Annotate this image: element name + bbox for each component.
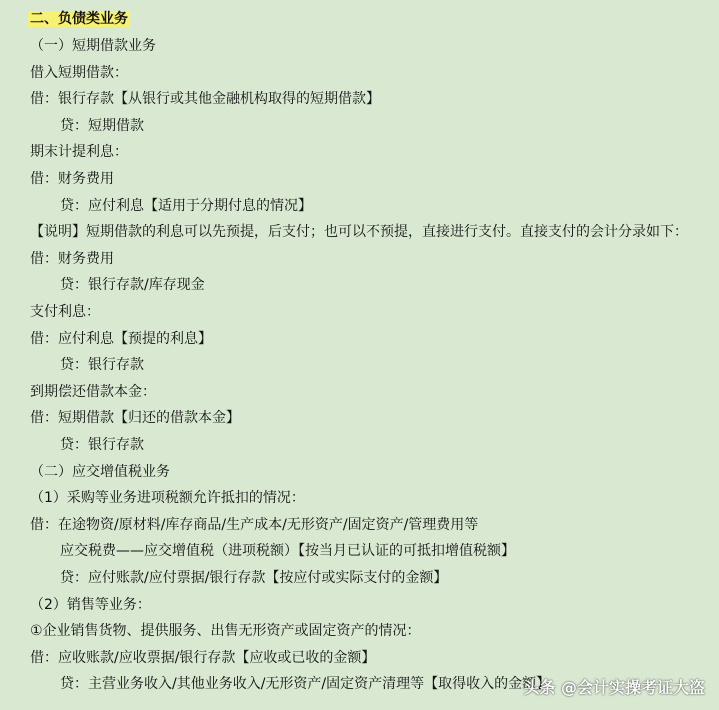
section-heading-row [30,6,130,33]
text-line: 应交税费——应交增值税（进项税额）【按当月已认证的可抵扣增值税额】 [60,543,515,560]
text-line: 借：财务费用 [30,250,114,267]
text-line: （二）应交增值税业务 [30,463,170,480]
watermark: 头条 @会计实操考证大盗 [523,678,705,697]
text-line: ①企业销售货物、提供服务、出售无形资产或固定资产的情况： [30,623,421,640]
text-line: 贷：银行存款 [60,357,144,374]
text-line: 借：银行存款【从银行或其他金融机构取得的短期借款】 [30,91,380,108]
text-line: 贷：主营业务收入/其他业务收入/无形资产/固定资产清理等【取得收入的金额】 [60,676,551,693]
text-line: 支付利息： [30,304,100,320]
text-line: 贷：应付账款/应付票据/银行存款【按应付或实际支付的金额】 [60,570,448,586]
section-heading: 二、负债类业务 [30,11,128,27]
text-line: 借：短期借款【归还的借款本金】 [30,410,240,427]
text-line: 期末计提利息： [30,144,128,161]
text-line: 贷：短期借款 [60,117,144,134]
text-line: 借：应收账款/应收票据/银行存款【应收或已收的金额】 [30,649,376,666]
text-line: （1）采购等业务进项税额允许抵扣的情况： [30,490,305,507]
text-line: 到期偿还借款本金： [30,383,156,400]
text-line: 贷：银行存款 [60,437,144,453]
text-line: 借：在途物资/原材料/库存商品/生产成本/无形资产/固定资产/管理费用等 [30,516,479,533]
text-line: 借：财务费用 [30,171,114,187]
text-line: 借入短期借款： [30,64,128,81]
text-line: 【说明】短期借款的利息可以先预提，后支付；也可以不预提，直接进行支付。直接支付的会计分录如下： [30,224,688,241]
text-line: 借：应付利息【预提的利息】 [30,330,212,347]
text-line: （一）短期借款业务 [30,38,156,54]
text-line: （2）销售等业务： [30,596,151,613]
text-line: 贷：应付利息【适用于分期付息的情况】 [60,197,312,214]
text-line: 贷：银行存款/库存现金 [60,277,205,294]
